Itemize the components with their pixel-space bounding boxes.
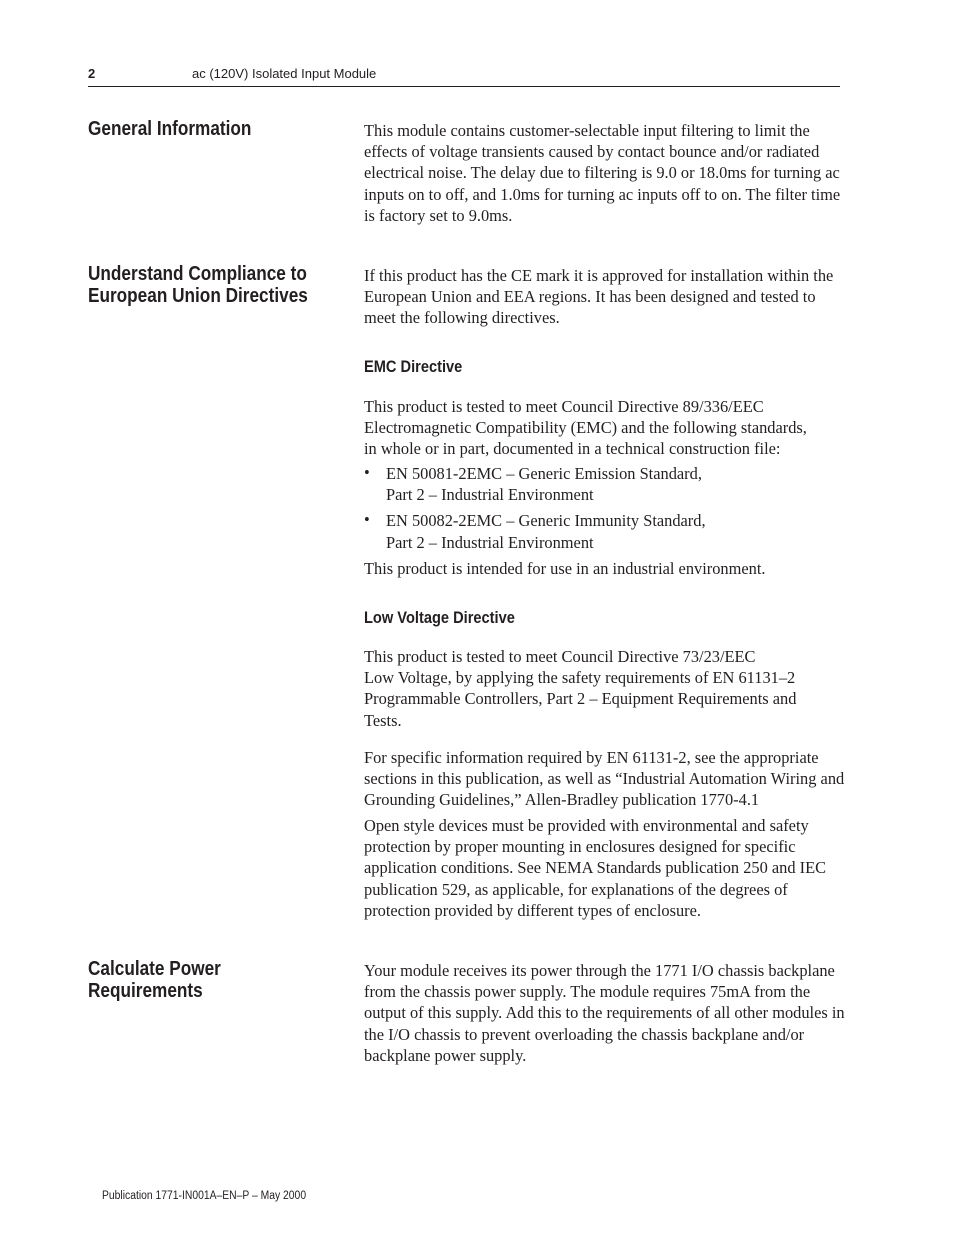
power-heading-line1: Calculate Power <box>88 958 221 980</box>
list-item <box>364 463 850 505</box>
emc-paragraph-line: Electromagnetic Compatibility (EMC) and the following standards, <box>364 418 807 438</box>
bullet-line: EN 50082-2EMC – Generic Immunity Standard, <box>386 511 706 531</box>
emc-directive-heading: EMC Directive <box>364 357 463 376</box>
compliance-intro-paragraph: If this product has the CE mark it is approved for installation within the European Union and EEA regions. It has been designed and tested to meet the following directives. <box>364 266 834 328</box>
specific-info-text <box>364 747 850 811</box>
power-heading-line2: Requirements <box>88 980 203 1002</box>
bullet-icon: • <box>364 463 370 482</box>
low-voltage-directive-heading: Low Voltage Directive <box>364 608 515 627</box>
specific-info-paragraph: For specific information required by EN 61131-2, see the appropriate sections in this publication, as well as “Industrial Automation Wiring and Grounding Guidelines,” Allen-Bradley publication 1770-4.1 <box>364 748 845 810</box>
general-information-heading: General Information <box>88 118 252 140</box>
header-rule <box>88 86 840 87</box>
low-voltage-paragraph <box>364 646 850 731</box>
general-information-paragraph: This module contains customer-selectable input filtering to limit the effects of voltage transients caused by contact bounce and/or radiated electrical noise. The delay due to filtering is 9.0 or 18.0ms for turning ac inputs on to off, and 1.0ms for turning ac inputs off to on. The filter time is factory set to 9.0ms. <box>364 121 841 225</box>
power-requirements-paragraph: Your module receives its power through the 1771 I/O chassis backplane from the chassis power supply. The module requires 75mA from the output of this supply. Add this to the requirements of all other modules in the I/O chassis to prevent overloading the chassis backplane and/or backplane power supply. <box>364 961 845 1065</box>
low-voltage-paragraph-line: Programmable Controllers, Part 2 – Equipment Requirements and <box>364 689 797 709</box>
low-voltage-paragraph-line: This product is tested to meet Council Directive 73/23/EEC <box>364 647 756 666</box>
emc-paragraph-line: This product is tested to meet Council Directive 89/336/EEC <box>364 397 764 416</box>
page-number: 2 <box>88 66 96 81</box>
bullet-line: EN 50081-2EMC – Generic Emission Standard, <box>386 464 702 483</box>
emc-standards-list <box>364 463 850 558</box>
compliance-heading-line2: European Union Directives <box>88 285 308 307</box>
compliance-heading-line1: Understand Compliance to <box>88 263 307 285</box>
compliance-heading <box>88 263 308 307</box>
low-voltage-paragraph-line: Low Voltage, by applying the safety requirements of EN 61131–2 <box>364 668 796 688</box>
publication-footer: Publication 1771-IN001A–EN–P – May 2000 <box>102 1190 307 1202</box>
bullet-icon: • <box>364 510 370 530</box>
emc-closing-text <box>364 558 850 579</box>
low-voltage-paragraph-line: Tests. <box>364 710 402 730</box>
compliance-intro-text <box>364 265 850 329</box>
emc-closing-paragraph: This product is intended for use in an industrial environment. <box>364 559 766 578</box>
bullet-line: Part 2 – Industrial Environment <box>386 532 594 552</box>
list-item <box>364 510 850 552</box>
emc-directive-paragraph <box>364 396 850 460</box>
general-information-text <box>364 120 850 226</box>
running-header-title: ac (120V) Isolated Input Module <box>192 66 377 81</box>
open-style-paragraph: Open style devices must be provided with environmental and safety protection by proper mounting in enclosures designed for specific application conditions. See NEMA Standards publication 250 and IEC publication 529, as applicable, for explanations of the degrees of protection provided by different types of enclosure. <box>364 816 827 920</box>
power-requirements-text <box>364 960 850 1066</box>
power-requirements-heading <box>88 958 221 1002</box>
open-style-text <box>364 815 850 921</box>
bullet-line: Part 2 – Industrial Environment <box>386 485 594 505</box>
emc-paragraph-line: in whole or in part, documented in a technical construction file: <box>364 439 781 459</box>
